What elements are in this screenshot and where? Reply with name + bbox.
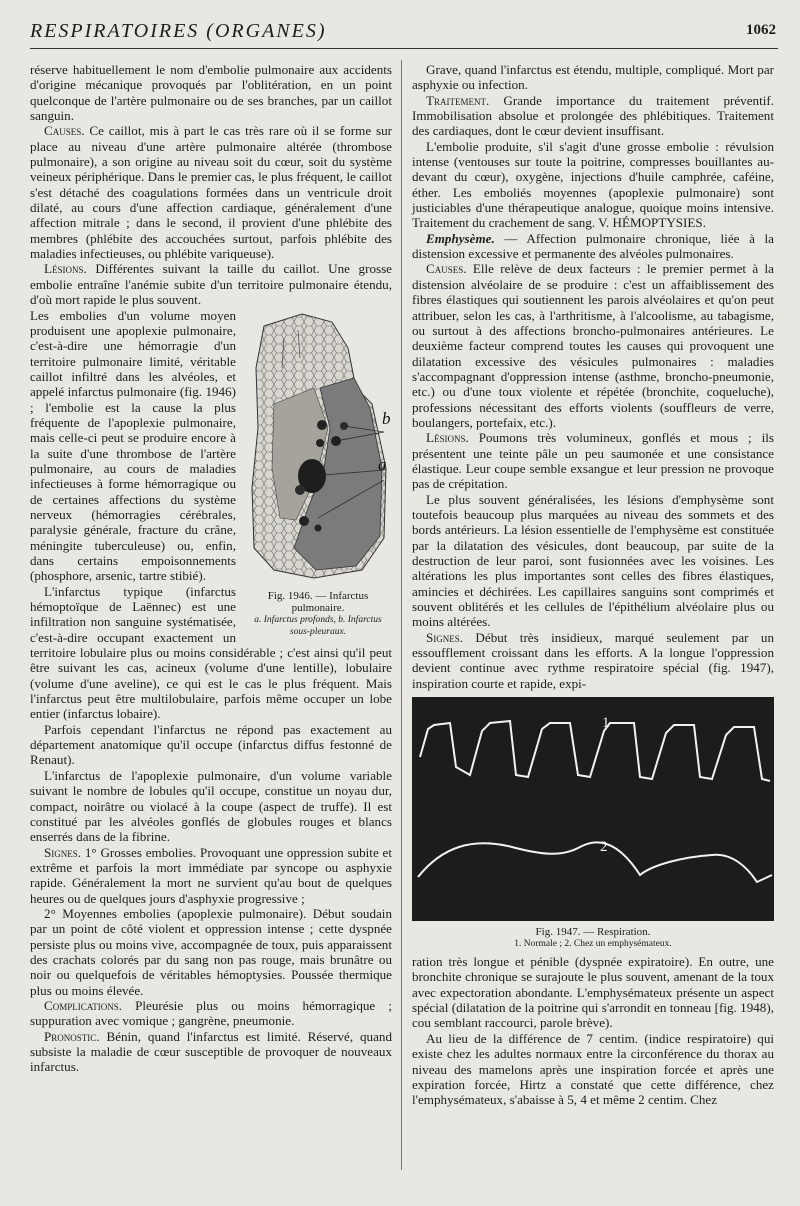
- paragraph: ration très longue et pénible (dyspnée expiratoire). En outre, une bronchite chronique se surajoute le plus souvent, amenant de la toux avec expectoration abondante. L'emphysémateux présente un aspect spécial (dilatation de la poitrine qui s'arrondit en tonneau [fig. 1948), cou semblant raccourci, parole brève).: [412, 954, 774, 1031]
- paragraph: Au lieu de la différence de 7 centim. (indice respiratoire) qui existe chez les adultes normaux entre la circonférence du thorax au niveau des mamelons après une inspiration forcée et après une expiration forcée, Hirtz a constaté que cette différence, chez l'emphysémateux, s'abaisse à 5, 4 et même 2 centim. Chez: [412, 1030, 774, 1108]
- paragraph: Parfois cependant l'infarctus ne répond pas exactement au département anatomique qu'il occupe (infarctus diffus festonné de Renaut).: [30, 721, 392, 768]
- running-title: RESPIRATOIRES (ORGANES): [30, 20, 327, 42]
- figure-1946-caption: Fig. 1946. — Infarctus pulmonaire. a. Infarctus profonds, b. Infarctus sous-pleuraux.: [244, 590, 392, 638]
- trace-1-label: 1: [602, 715, 610, 732]
- paragraph-emphyseme: Emphysème. — Affection pulmonaire chronique, liée à la distension excessive et permanente des alvéoles pulmonaires.: [412, 230, 774, 262]
- figure-1947-caption: Fig. 1947. — Respiration. 1. Normale ; 2. Chez un emphysémateux.: [412, 926, 774, 950]
- paragraph: L'embolie produite, s'il s'agit d'une grosse embolie : révulsion intense (ventouses sur toute la poitrine, compresses bouillantes au-devant du cœur), oxygène, injections d'huile camphrée, caféine, éther. Les emboliés moyennes (apoplexie pulmonaire) sont justiciables d'une thérapeutique analogue, quoique moins intensive. Traitement du crachement de sang. V. HÉMOPTYSIES.: [412, 138, 774, 231]
- paragraph-lesions: Lésions. Différentes suivant la taille du caillot. Une grosse embolie entraîne l'anémie subite d'un territoire pulmonaire étendu, d'où mort rapide le plus souvent.: [30, 261, 392, 308]
- paragraph: Le plus souvent généralisées, les lésions d'emphysème sont toutefois beaucoup plus marquées au niveau des sommets et des bords antérieurs. La lésion essentielle de l'emphysème est constituée par la dilatation des vésicules, dont beaucoup, par suite de la destruction de leur paroi, sont fusionnées avec les voisines. Les altérations les plus importantes sont celles des fibres élastiques, amincies et déchirées. Les capillaires sanguins sont comprimés et souvent oblitérés et les cellules de l'épithélium alvéolaire plus ou moins altérées.: [412, 491, 774, 630]
- paragraph: Grave, quand l'infarctus est étendu, multiple, compliqué. Mort par asphyxie ou infection.: [412, 62, 774, 93]
- paragraph-signes: Signes. Début très insidieux, marqué seulement par un essoufflement croissant dans les efforts. A la longue l'oppression devient continue avec rythme respiratoire spécial (fig. 1947), inspiration courte et rapide, expi-: [412, 629, 774, 691]
- paragraph: réserve habituellement le nom d'embolie pulmonaire aux accidents d'origine mécanique provoqués par l'oblitération, en un point quelconque de l'artère pulmonaire ou de ses branches, par un caillot sanguin.: [30, 62, 392, 124]
- figure-1946-legend: a. Infarctus profonds, b. Infarctus sous-pleuraux.: [254, 614, 382, 637]
- respiration-tracings: [412, 697, 774, 921]
- label-a: a: [378, 454, 387, 474]
- right-column: [412, 62, 774, 1108]
- respiration-tracing-plate: [412, 697, 774, 921]
- label-b: b: [382, 408, 391, 428]
- paragraph-causes: Causes. Ce caillot, mis à part le cas très rare où il se forme sur place au niveau d'une artère pulmonaire altérée (thrombose pulmonaire), a son origine au niveau soit du cœur, soit du système veineux périphérique. Dans le premier cas, le plus fréquent, le caillot s'est détaché des coagulations formées dans un ventricule droit dilaté, au cours d'une affection cardiaque, généralement d'une affection mitrale ; dans le second, il provient d'une phlébite des membres (phlébite des accouchées surtout, parfois phlébite des maladies infectieuses, ou phlébite variqueuse).: [30, 123, 392, 262]
- figure-1947-legend: 1. Normale ; 2. Chez un emphysémateux.: [514, 939, 672, 950]
- left-column: [30, 62, 392, 1075]
- paragraph: L'infarctus typique (infarctus hémoptoïque de Laënnec) est une infiltration non sanguine systématisée, c'est-à-dire occupant exactement un territoire lobulaire plus ou moins considérable ; c'est ainsi qu'il peut être suivant les cas, acineux (volume d'une lentille), lobulaire (volume d'une aveline), ce qui est le cas le plus fréquent. Mais l'infarctus peut être multilobulaire, parfois même occuper un lobe entier (infarctus lobaire).: [30, 583, 392, 722]
- paragraph-lesions: Lésions. Poumons très volumineux, gonflés et mous ; ils présentent une teinte pâle un peu saumonée et une consistance élastique. Leur coupe semble exsangue et leur pression ne provoque pas de crépitation.: [412, 430, 774, 492]
- paragraph-complications: Complications. Pleurésie plus ou moins hémorragique ; suppuration avec vomique ; gangrène, pneumonie.: [30, 997, 392, 1029]
- paragraph: Les embolies d'un volume moyen produisent une apoplexie pulmonaire, c'est-à-dire une hémorragie d'un territoire pulmonaire limité, véritable caillot infiltré dans les alvéoles, et appelé infarctus pulmonaire (fig. 1946) ; l'embolie est la cause la plus fréquente de l'apoplexie pulmonaire, mais celle-ci peut se produire encore à la suite d'une thrombose de l'artère pulmonaire, au cours de maladies infectieuses à forme hémorragique ou de certaines affections du système nerveux (hémorragies cérébrales, paralysie générale, fracture du crâne, méningite tuberculeuse) ou, enfin, dans certains empoisonnements (phosphore, arsenic, tartre stibié).: [30, 307, 236, 584]
- paragraph-pronostic: Pronostic. Bénin, quand l'infarctus est limité. Réservé, quand subsiste la maladie de cœur susceptible de provoquer de nouveaux infarctus.: [30, 1028, 392, 1075]
- paragraph-causes: Causes. Elle relève de deux facteurs : le premier permet à la distension alvéolaire de se produire : c'est un affaiblissement des fibres élastiques qui soutiennent les parois alvéolaires et qu'on peut attribuer, selon les cas, à l'arthritisme, à l'alcoolisme, au tabagisme, ou surtout à des affections broncho-pulmonaires antérieures. Le deuxième facteur comprend toutes les causes qui provoquent une dilatation excessive des vésicules pulmonaires : maladies s'accompagnant d'oppression intense (asthme, broncho-pneumonie, etc.) ou d'une toux violente et répétée (bronchite, coqueluche), professions nécessitant des efforts violents (souffleurs de verre, boulangers, portefaix, etc.).: [412, 261, 774, 430]
- page-header: [30, 18, 778, 49]
- trace-2-label: 2: [600, 839, 608, 856]
- normal-respiration-trace: [420, 721, 770, 781]
- page-number: 1062: [746, 22, 776, 38]
- paragraph-traitement: Traitement. Grande importance du traitement préventif. Immobilisation absolue et prolongée des phlébitiques. Traitement des cardiaques, dont le cœur devient insuffisant.: [412, 92, 774, 139]
- infarctus-illustration: [244, 308, 392, 590]
- paragraph: 2° Moyennes embolies (apoplexie pulmonaire). Début soudain par un point de côté violent et oppression intense ; cette dyspnée persiste plus ou moins vive, accompagnée de toux, puis apparaissent des crachats colorés par du sang non pas rouge, mais brunâtre ou noir ou quelquefois de véritables hémoptysies. Poussée thermique plus ou moins élevée.: [30, 905, 392, 998]
- figure-1946: [244, 308, 392, 638]
- column-divider: [401, 60, 402, 1170]
- emphysema-respiration-trace: [418, 842, 772, 882]
- paragraph: L'infarctus de l'apoplexie pulmonaire, d'un volume variable suivant le nombre de lobules qu'il occupe, constitue un noyau dur, compact, noirâtre ou violacé à la coupe (aspect de truffe). Il est constitué par les alvéoles gonflés de globules rouges et blancs enserrés dans de la fibrine.: [30, 767, 392, 845]
- figure-1947: [412, 697, 774, 950]
- paragraph-signes: Signes. 1° Grosses embolies. Provoquant une oppression subite et extrême et parfois la mort immédiate par syncope ou asphyxie rapide. Généralement la mort ne survient qu'au bout de quelques heures ou de quelques jours d'asphyxie progressive ;: [30, 844, 392, 906]
